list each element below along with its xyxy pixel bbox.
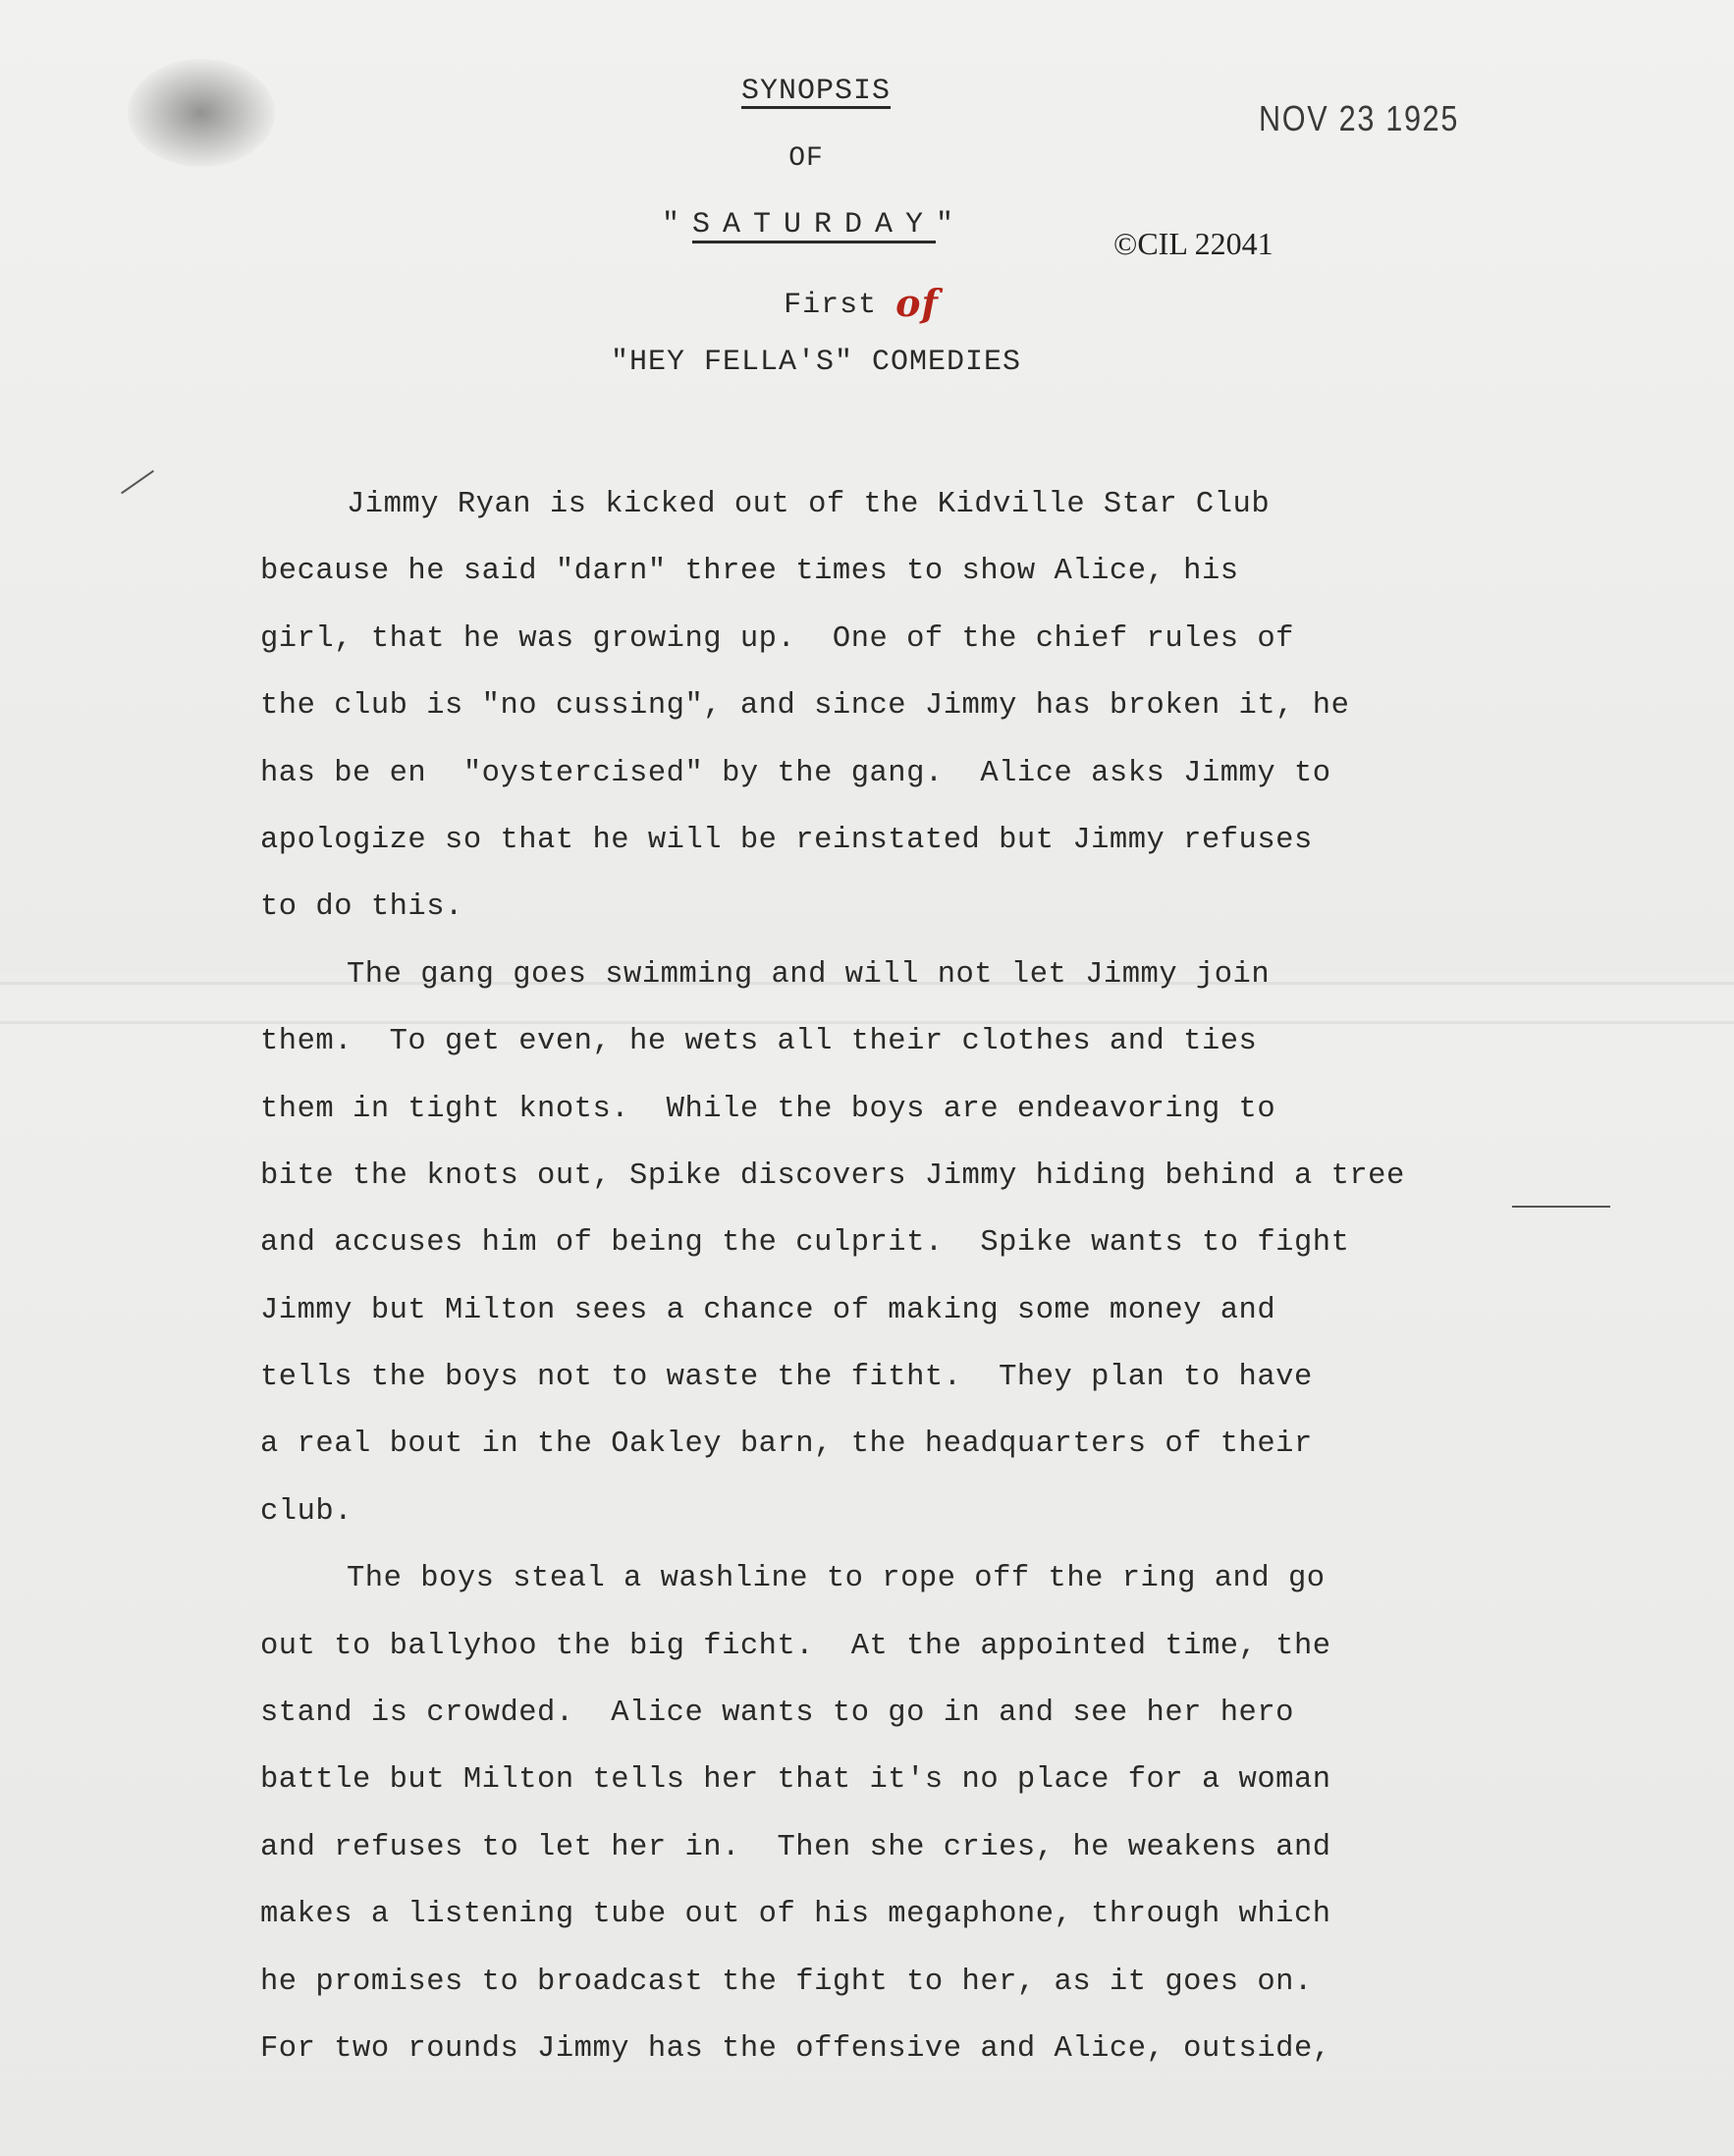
text-line: and refuses to let her in. Then she cries, he weakens and: [260, 1830, 1331, 1864]
synopsis-body: [260, 471, 1576, 2082]
text-line: a real bout in the Oakley barn, the headquarters of their: [260, 1428, 1313, 1462]
text-line: makes a listening tube out of his megaphone, through which: [260, 1898, 1331, 1932]
text-line: bite the knots out, Spike discovers Jimmy hiding behind a tree: [260, 1159, 1405, 1193]
title-text: SATURDAY: [691, 208, 937, 242]
text-line: The gang goes swimming and will not let Jimmy join: [347, 957, 1271, 992]
text-line: the club is "no cussing", and since Jimmy has broken it, he: [260, 689, 1350, 724]
title-close-quote: ": [936, 208, 967, 242]
of-heading: OF: [788, 143, 824, 174]
text-line: them. To get even, he wets all their clothes and ties: [260, 1025, 1258, 1059]
text-line: them in tight knots. While the boys are endeavoring to: [260, 1092, 1276, 1126]
series-heading: "HEY FELLA'S" COMEDIES: [610, 346, 1022, 379]
text-line: club.: [260, 1494, 353, 1529]
text-line: stand is crowded. Alice wants to go in and see her hero: [260, 1697, 1294, 1731]
text-line: because he said "darn" three times to show Alice, his: [260, 555, 1239, 589]
paragraph: [260, 471, 1576, 942]
first-word: First: [784, 289, 878, 322]
text-line: girl, that he was growing up. One of the chief rules of: [260, 621, 1294, 656]
text-line: tells the boys not to waste the fitht. They plan to have: [260, 1361, 1313, 1395]
title-open-quote: ": [661, 208, 692, 242]
paragraph: [260, 942, 1576, 1546]
text-line: For two rounds Jimmy has the offensive and Alice, outside,: [260, 2031, 1331, 2066]
text-line: he promises to broadcast the fight to her, as it goes on.: [260, 1965, 1313, 1999]
text-line: has be en "oystercised" by the gang. Alice asks Jimmy to: [260, 756, 1331, 790]
text-line: Jimmy Ryan is kicked out of the Kidville Star Club: [347, 488, 1271, 521]
text-line: out to ballyhoo the big ficht. At the appointed time, the: [260, 1629, 1331, 1663]
synopsis-heading: SYNOPSIS: [740, 75, 892, 108]
text-line: The boys steal a washline to rope off the ring and go: [347, 1562, 1326, 1596]
text-line: Jimmy but Milton sees a chance of making some money and: [260, 1293, 1276, 1327]
handwritten-of: of: [895, 281, 939, 325]
date-stamp: NOV 23 1925: [1259, 98, 1460, 138]
text-line: to do this.: [260, 890, 463, 925]
text-line: and accuses him of being the culprit. Spike wants to fight: [260, 1226, 1350, 1261]
text-line: battle but Milton tells her that it's no place for a woman: [260, 1763, 1331, 1798]
first-of-line: [0, 277, 1728, 325]
pen-mark: [121, 470, 154, 495]
film-title: [0, 208, 1681, 242]
paragraph: [260, 1545, 1576, 2082]
text-line: apologize so that he will be reinstated but Jimmy refuses: [260, 823, 1313, 857]
copyright-registration: ©CIL 22041: [1113, 226, 1273, 261]
